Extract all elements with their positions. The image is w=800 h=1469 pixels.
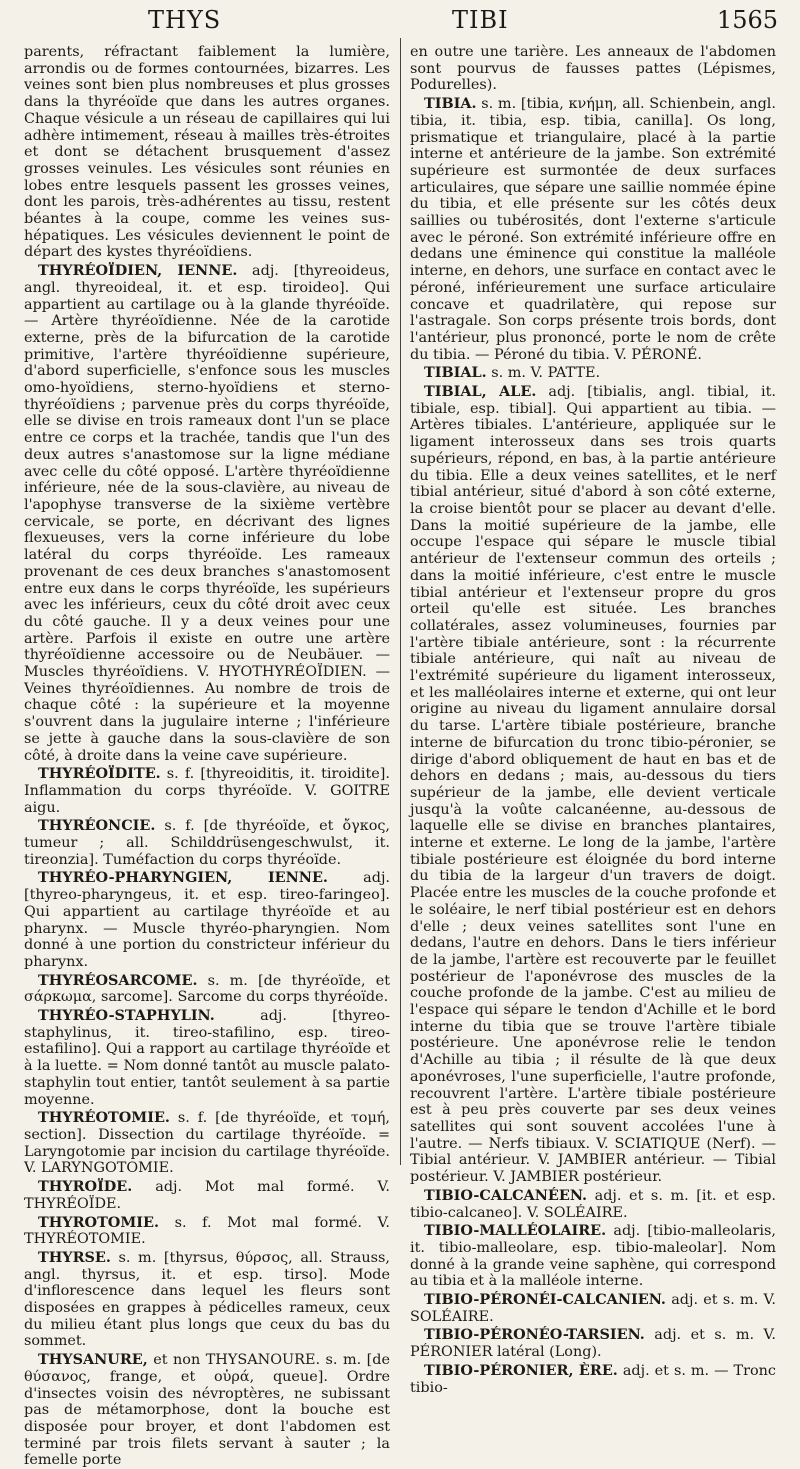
entry-text: s. f. [de thyréoïde, et ὄγκος, tumeur ; all. Schilddrüsengeschwulst, it. tireonzia]. Tuméfaction du corps thyréoïde. [24,818,390,868]
dictionary-entry [24,1008,390,1108]
dictionary-entry [410,1363,776,1396]
entry-text: et non THYSANOURE. s. m. [de θύσανος, frange, et οὐρά, queue]. Ordre d'insectes voisin des névroptères, ne subissant pas de métamorphose, dont la bouche est disposée pour broyer, et dont l'abdomen est terminé par trois filets servant à sauter ; la femelle porte [24,1352,390,1469]
entry-text: adj. et s. m. [it. et esp. tibio-calcaneo]. V. SOLÉAIRE. [410,1187,776,1221]
page-number: 1565 [716,6,778,34]
entry-headword: THYSANURE, [38,1351,148,1369]
dictionary-entry [410,1327,776,1360]
dictionary-entry [24,818,390,868]
entry-text: adj. et s. m. V. PÉRONIER latéral (Long). [410,1327,776,1361]
entry-headword: TIBIO-CALCANÉEN. [424,1186,588,1204]
entry-headword: THYRÉOTOMIE. [38,1109,170,1127]
entry-text: adj. Mot mal formé. V. THYRÉOÏDE. [24,1179,390,1212]
entry-text: s. f. [de thyréoïde, et τομή, section]. Dissection du cartilage thyréoïde. = Laryngotomie par incision du cartilage thyréoïde. V. LARYNGOTOMIE. [24,1110,390,1177]
entry-text: s. f. [thyreoiditis, it. tiroidite]. Inflammation du corps thyréoïde. V. GOITRE aigu. [24,766,390,816]
dictionary-entry [24,870,390,970]
continued-paragraph [24,44,390,261]
entry-headword: TIBIAL, ALE. [424,383,537,401]
dictionary-entry [24,1179,390,1212]
entry-headword: TIBIO-PÉRONIER, ÈRE. [424,1361,618,1379]
dictionary-entry [24,1250,390,1350]
running-head-right: TIBI [452,6,509,34]
entry-text: s. m. [tibia, κνήμη, all. Schienbein, angl. tibia, it. tibia, esp. tibia, canilla]. Os long, prismatique et triangulaire, placé à la partie interne et antérieure de la jambe. Son extrémité supérieure est surmontée de deux surfaces articulaires, que sépare une saillie nommée épine du tibia, et elle présente sur les côtés deux saillies ou tubérosités, dont l'externe s'articule avec le péroné. Son extrémité inférieure offre en dedans une éminence qui constitue la malléole interne, en dehors, une surface en contact avec le péroné, inférieurement une surface articulaire concave et quadrilatère, qui repose sur l'astragale. Son corps présente trois bords, dont l'antérieur, plus prononcé, porte le nom de crête du tibia. — Péroné du tibia. V. PÉRONÉ. [410,96,776,363]
dictionary-entry [410,365,776,382]
dictionary-entry [410,1223,776,1290]
entry-headword: THYROÏDE. [38,1178,133,1196]
entry-text: s. m. V. PATTE. [486,365,601,382]
entry-text: en outre une tarière. Les anneaux de l'abdomen sont pourvus de fausses pattes (Lépismes, Podurelles). [410,44,776,94]
entry-headword: TIBIO-PÉRONÉO-TARSIEN. [424,1326,645,1344]
dictionary-entry [24,1352,390,1469]
entry-text: adj. [thyreo-pharyngeus, it. et esp. tireo-faringeo]. Qui appartient au cartilage thyréoïde et au pharynx. — Muscle thyréo-pharyngien. Nom donné à une portion du constricteur inférieur du pharynx. [24,870,390,970]
dictionary-entry [24,1215,390,1248]
entry-text: adj. [tibio-malleolaris, it. tibio-malleolare, esp. tibio-maleolar]. Nom donné à la grande veine saphène, qui correspond au tibia et à la malléole interne. [410,1223,776,1290]
page-header [0,0,800,42]
entry-headword: THYROTOMIE. [38,1213,159,1231]
dictionary-entry [410,1292,776,1325]
dictionary-entry [24,263,390,764]
dictionary-entry [410,96,776,363]
entry-text: adj. [thyreoideus, angl. thyreoideal, it. et esp. tiroideo]. Qui appartient au cartilage ou à la glande thyréoïde. — Artère thyréoïdienne. Née de la carotide externe, près de la bifurcation de la carotide primitive, l'artère thyréoïdienne supérieure, d'abord superficielle, s'enfonce sous les muscles omo-hyoïdiens, sterno-hyoïdiens et sterno-thyréoïdiens ; parvenue près du corps thyréoïde, elle se divise en trois rameaux dont l'un se place entre ce corps et la trachée, tandis que l'un des deux autres s'anastomose sur la ligne médiane avec celle du côté opposé. L'artère thyréoïdienne inférieure, née de la sous-clavière, au niveau de l'apophyse transverse de la sixième vertèbre cervicale, se porte, en décrivant des lignes flexueuses, vers la corne inférieure du lobe latéral du corps thyréoïde. Les rameaux provenant de ces deux branches s'anastomosent entre eux dans le corps thyréoïde, les supérieurs avec les inférieurs, ceux du côté droit avec ceux du côté gauche. Il y a deux veines pour une artère. Parfois il existe en outre une artère thyréoïdienne accessoire ou de Neubäuer. — Muscles thyréoïdiens. V. HYOTHYRÉOÏDIEN. — Veines thyréoïdiennes. Au nombre de trois de chaque côté : la supérieure et la moyenne s'ouvrent dans la jugulaire interne ; l'inférieure se jette à gauche dans la sous-clavière de son côté, à droite dans la veine cave supérieure. [24,263,390,764]
entry-text: s. m. [de thyréoïde, et σάρκωμα, sarcome]. Sarcome du corps thyréoïde. [24,972,390,1006]
dictionary-entry [410,384,776,1186]
entry-headword: THYRÉOÏDIEN, IENNE. [38,262,238,280]
entry-headword: THYRÉOÏDITE. [38,765,161,783]
entry-headword: TIBIO-PÉRONÉI-CALCANIEN. [424,1291,666,1309]
entry-text: adj. [thyreo-staphylinus, it. tireo-stafilino, esp. tireo-estafilino]. Qui a rapport au cartilage thyréoïde et à la luette. = Nom donné tantôt au muscle palato-staphylin tout entier, tantôt seulement à sa partie moyenne. [24,1008,390,1108]
right-column [410,44,776,1396]
entry-headword: THYRÉO-PHARYNGIEN, IENNE. [38,869,328,887]
entry-text: s. f. Mot mal formé. V. THYRÉOTOMIE. [24,1214,390,1248]
entry-text: parents, réfractant faiblement la lumière, arrondis ou de formes contournées, bizarres. Les veines sont bien plus nombreuses et plus grosses dans la thyréoïde que dans les autres organes. Chaque vésicule a un réseau de capillaires qui lui adhère intimement, réseau à mailles très-étroites et dont se détachent brusquement d'assez grosses veinules. Les vésicules sont réunies en lobes entre lesquels passent les grosses veines, dont les parois, très-adhérentes au tissu, restent béantes à la coupe, comme les veines sus-hépatiques. Les vésicules deviennent le point de départ des kystes thyréoïdiens. [24,44,390,261]
entry-text: s. m. [thyrsus, θύρσος, all. Strauss, angl. thyrsus, it. et esp. tirso]. Mode d'inflorescence dans lequel les fleurs sont disposées en grappes à pédicelles rameux, ceux du milieu étant plus longs que ceux du bas du sommet. [24,1249,390,1350]
continued-paragraph [410,44,776,94]
dictionary-entry [410,1188,776,1221]
dictionary-entry [24,1110,390,1177]
dictionary-entry [24,973,390,1006]
left-column [24,44,390,1469]
entry-text: adj. [tibialis, angl. tibial, it. tibiale, esp. tibial]. Qui appartient au tibia. — Artères tibiales. L'antérieure, appliquée sur le ligament interosseux dans ses trois quarts supérieurs, répond, en bas, à la partie antérieure du tibia. Elle a deux veines satellites, et le nerf tibial antérieur, situé d'abord à son côté externe, la croise bientôt pour se placer au devant d'elle. Dans la moitié supérieure de la jambe, elle occupe l'espace qui sépare le muscle tibial antérieur de l'extenseur commun des orteils ; dans la moitié inférieure, c'est entre le muscle tibial antérieur et l'extenseur propre du gros orteil qu'elle est située. Les branches collatérales, assez volumineuses, fournies par l'artère tibiale antérieure, sont : la récurrente tibiale antérieure, qui naît au niveau de l'extrémité supérieure du ligament interosseux, et les malléolaires interne et externe, qui ont leur origine au niveau du ligament annulaire dorsal du tarse. L'artère tibiale postérieure, branche interne de bifurcation du tronc tibio-péronier, se dirige d'abord obliquement de haut en bas et de dehors en dedans ; mais, au-dessous du tiers supérieur de la jambe, elle devient verticale jusqu'à la voûte calcanéenne, au-dessous de laquelle elle se divise en branches plantaires, interne et externe. Le long de la jambe, l'artère tibiale postérieure est éloignée du bord interne du tibia de la largeur d'un travers de doigt. Placée entre les muscles de la couche profonde et le soléaire, le nerf tibial postérieur est en dehors d'elle ; deux veines satellites sont l'une en dedans, l'autre en dehors. Dans le tiers inférieur de la jambe, l'artère est recouverte par le feuillet postérieur de l'aponévrose des muscles de la couche profonde de la jambe. C'est au milieu de l'espace qui sépare le tendon d'Achille et le bord interne du tibia que se trouve l'artère tibiale postérieure. Une aponévrose relie le tendon d'Achille au tibia ; il résulte de là que deux aponévroses, l'une superficielle, l'autre profonde, recouvrent l'artère. L'artère tibiale postérieure est à peu près couverte par ses deux veines satellites qui sont souvent accolées l'une à l'autre. — Nerfs tibiaux. V. SCIATIQUE (Nerf). — Tibial antérieur. V. JAMBIER antérieur. — Tibial postérieur. V. JAMBIER postérieur. [410,384,776,1186]
entry-headword: THYRÉO-STAPHYLIN. [38,1007,215,1025]
entry-headword: THYRSE. [38,1248,111,1266]
entry-text: adj. et s. m. — Tronc tibio- [410,1362,776,1396]
column-divider [400,38,401,1165]
entry-headword: TIBIO-MALLÉOLAIRE. [424,1222,607,1240]
entry-headword: TIBIAL. [424,364,487,382]
entry-headword: TIBIA. [424,95,477,113]
entry-headword: THYRÉONCIE. [38,817,156,835]
dictionary-entry [24,766,390,816]
running-head-left: THYS [148,6,222,34]
entry-text: adj. et s. m. V. SOLÉAIRE. [410,1292,776,1325]
entry-headword: THYRÉOSARCOME. [38,971,198,989]
